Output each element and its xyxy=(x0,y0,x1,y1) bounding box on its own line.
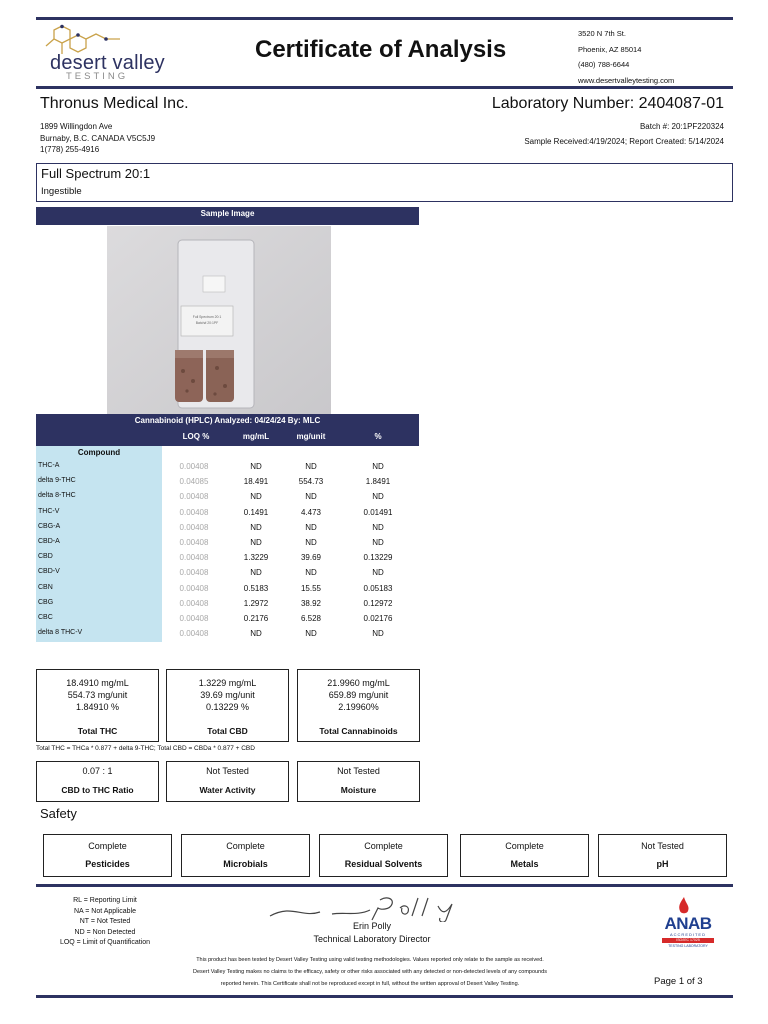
address-website[interactable]: www.desertvalleytesting.com xyxy=(578,76,675,85)
loq-value: 0.00408 xyxy=(179,538,209,547)
compound-name: delta 9-THC xyxy=(38,477,76,485)
bottom-rule xyxy=(36,995,733,998)
compound-name: CBD xyxy=(38,553,53,561)
metric-label: Moisture xyxy=(340,785,377,795)
compound-name: CBN xyxy=(38,583,53,591)
signer-name: Erin Polly xyxy=(352,921,391,931)
mgml-value: ND xyxy=(250,492,262,502)
loq-value: 0.00408 xyxy=(179,614,209,623)
compound-header: Compound xyxy=(77,448,121,457)
footer-rule xyxy=(36,884,733,887)
percent-value: ND xyxy=(372,568,384,578)
compound-name: delta 8-THC xyxy=(38,492,76,500)
sample-label-line2: Batch# 20:1PF xyxy=(195,321,219,325)
address-phone: (480) 788-6644 xyxy=(578,60,630,69)
mgunit-value: 554.73 xyxy=(298,477,324,487)
sample-label-line1: Full Spectrum 20:1 xyxy=(192,315,222,319)
safety-label: Residual Solvents xyxy=(344,859,423,869)
mgml-value: ND xyxy=(250,462,262,471)
total-label: Total CBD xyxy=(207,726,248,736)
safety-box xyxy=(319,834,448,877)
percent-value: ND xyxy=(372,629,384,639)
anab-accredited: ACCREDITED xyxy=(669,932,706,937)
percent-value: 0.05183 xyxy=(363,583,393,593)
percent-value: 0.12972 xyxy=(363,598,393,608)
metric-label: Water Activity xyxy=(199,785,256,795)
loq-value: 0.00408 xyxy=(179,583,209,593)
percent-value: ND xyxy=(372,492,384,502)
total-value: 554.73 mg/unit xyxy=(67,690,128,700)
anab-testing-lab: TESTING LABORATORY xyxy=(668,944,708,948)
disclaimer-line2: Desert Valley Testing makes no claims to the efficacy, safety or other risks associated with any detected or non-detected levels of any compounds xyxy=(193,969,547,975)
mgml-value: ND xyxy=(250,522,262,532)
total-value: 2.19960% xyxy=(338,702,379,712)
cannabinoid-method: Cannabinoid (HPLC) Analyzed: 04/24/24 By: MLC xyxy=(134,416,321,425)
metric-box xyxy=(297,761,420,802)
sample-photo xyxy=(107,226,331,414)
flame-icon xyxy=(674,896,694,916)
total-value: 0.13229 % xyxy=(205,702,250,712)
logo-subtitle: TESTING xyxy=(66,71,129,82)
mgml-value: 0.1491 xyxy=(243,507,269,517)
abbreviation-legend xyxy=(40,896,170,949)
compound-name: delta 8 THC-V xyxy=(38,629,83,637)
legend-na: NA = Not Applicable xyxy=(73,907,137,915)
safety-status: Complete xyxy=(505,841,544,851)
mgunit-value: ND xyxy=(305,568,317,578)
totals-formula: Total THC = THCa * 0.877 + delta 9-THC; Total CBD = CBDa * 0.877 + CBD xyxy=(36,745,255,752)
percent-value: ND xyxy=(372,522,384,532)
total-box xyxy=(166,669,289,742)
client-name: Thronus Medical Inc. xyxy=(40,95,189,112)
batch-number: Batch #: 20:1PF220324 xyxy=(639,122,724,131)
total-value: 18.4910 mg/mL xyxy=(66,678,129,688)
mgunit-value: 6.528 xyxy=(300,614,322,623)
legend-rl: RL = Reporting Limit xyxy=(73,897,137,904)
safety-status: Not Tested xyxy=(641,841,684,851)
mgunit-value: ND xyxy=(305,462,317,471)
safety-label: Pesticides xyxy=(85,859,130,869)
mgunit-value: 4.473 xyxy=(300,507,322,517)
client-address-line1: 1899 Willingdon Ave xyxy=(40,122,113,131)
mgunit-value: ND xyxy=(305,629,317,639)
metric-label: CBD to THC Ratio xyxy=(61,785,134,795)
loq-value: 0.00408 xyxy=(179,553,209,563)
metric-value: Not Tested xyxy=(337,766,380,776)
safety-status: Complete xyxy=(226,841,265,851)
col-percent: % xyxy=(374,432,382,441)
col-mgml: mg/mL xyxy=(242,432,270,441)
metric-box xyxy=(36,761,159,802)
loq-value: 0.00408 xyxy=(179,522,209,532)
mgml-value: ND xyxy=(250,538,262,547)
compound-name: CBD-A xyxy=(38,538,60,545)
compound-name: THC-V xyxy=(38,507,60,515)
compound-name: CBG-A xyxy=(38,522,61,530)
safety-box xyxy=(460,834,589,877)
top-rule xyxy=(36,17,733,20)
loq-value: 0.00408 xyxy=(179,629,209,639)
total-value: 1.3229 mg/mL xyxy=(198,678,257,688)
mgml-value: 0.2176 xyxy=(243,614,269,623)
logo-wordmark: desert valley xyxy=(50,52,165,74)
safety-status: Complete xyxy=(364,841,403,851)
client-address-line2: Burnaby, B.C. CANADA V5C5J9 xyxy=(40,134,156,143)
sample-bag-image xyxy=(107,226,331,414)
signer-title: Technical Laboratory Director xyxy=(313,934,431,944)
page-number: Page 1 of 3 xyxy=(654,976,703,987)
total-value: 39.69 mg/unit xyxy=(200,690,255,700)
loq-value: 0.00408 xyxy=(179,507,209,517)
sample-image-header: Sample Image xyxy=(36,207,419,225)
report-dates: Sample Received:4/19/2024; Report Created: 5/14/2024 xyxy=(524,137,724,146)
mgunit-value: 15.55 xyxy=(300,583,322,593)
metric-value: 0.07 : 1 xyxy=(82,766,113,776)
client-phone: 1(778) 255-4916 xyxy=(40,145,100,154)
header-rule xyxy=(36,86,733,89)
mgml-value: 18.491 xyxy=(243,477,269,487)
mgml-value: 0.5183 xyxy=(243,583,269,593)
safety-status: Complete xyxy=(88,841,127,851)
percent-value: 0.13229 xyxy=(363,553,393,563)
mgml-value: 1.3229 xyxy=(243,553,269,563)
mgunit-value: ND xyxy=(305,522,317,532)
mgml-value: 1.2972 xyxy=(243,598,269,608)
percent-value: 0.01491 xyxy=(363,507,393,517)
safety-label: Microbials xyxy=(223,859,268,869)
legend-nd: ND = Non Detected xyxy=(74,928,136,936)
compound-name: CBG xyxy=(38,598,54,606)
cannabinoid-table-header xyxy=(36,414,419,446)
disclaimer-line3: reported herein. This Certificate shall not be reproduced except in full, without the written approval of Desert Valley Testing. xyxy=(220,981,520,987)
loq-value: 0.00408 xyxy=(179,492,209,502)
mgunit-value: 38.92 xyxy=(300,598,322,608)
safety-title: Safety xyxy=(40,806,77,821)
safety-label: pH xyxy=(656,859,669,869)
total-value: 659.89 mg/unit xyxy=(328,690,389,700)
mgunit-value: ND xyxy=(305,492,317,502)
loq-value: 0.00408 xyxy=(179,462,209,471)
legend-nt: NT = Not Tested xyxy=(79,918,131,925)
total-label: Total THC xyxy=(77,726,118,736)
compound-name: THC-A xyxy=(38,462,60,469)
total-value: 1.84910 % xyxy=(75,702,120,712)
safety-label: Metals xyxy=(510,859,539,869)
address-city: Phoenix, AZ 85014 xyxy=(578,45,642,54)
percent-value: ND xyxy=(372,462,384,471)
total-label: Total Cannabinoids xyxy=(319,726,398,736)
percent-value: ND xyxy=(372,538,384,547)
loq-value: 0.00408 xyxy=(179,568,209,578)
product-name: Full Spectrum 20:1 xyxy=(41,166,151,181)
metric-box xyxy=(166,761,289,802)
address-street: 3520 N 7th St. xyxy=(578,29,626,38)
mgunit-value: 39.69 xyxy=(300,553,322,563)
safety-box xyxy=(181,834,310,877)
compound-name: CBD-V xyxy=(38,568,60,576)
legend-loq: LOQ = Limit of Quantification xyxy=(59,939,151,946)
compound-name: CBC xyxy=(38,614,53,621)
percent-value: 1.8491 xyxy=(365,477,391,487)
safety-box xyxy=(598,834,727,877)
mgunit-value: ND xyxy=(305,538,317,547)
loq-value: 0.04085 xyxy=(179,477,209,487)
laboratory-number: Laboratory Number: 2404087-01 xyxy=(491,95,724,112)
signature-image xyxy=(262,894,482,922)
disclaimer-line1: This product has been tested by Desert Valley Testing using valid testing methodologies. Values reported only relate to the sample as received. xyxy=(196,957,544,963)
total-value: 21.9960 mg/mL xyxy=(327,678,390,688)
mgml-value: ND xyxy=(250,568,262,578)
anab-standard-band: ISO/IEC 17025 xyxy=(662,938,714,943)
mgml-value: ND xyxy=(250,629,262,639)
product-box xyxy=(36,163,733,202)
total-box xyxy=(297,669,420,742)
metric-value: Not Tested xyxy=(206,766,249,776)
total-box xyxy=(36,669,159,742)
safety-box xyxy=(43,834,172,877)
document-title: Certificate of Analysis xyxy=(255,36,507,63)
anab-wordmark: ANAB xyxy=(664,914,712,933)
col-mgunit: mg/unit xyxy=(296,432,326,441)
col-loq: LOQ % xyxy=(182,432,210,441)
product-type: Ingestible xyxy=(41,186,82,197)
loq-value: 0.00408 xyxy=(179,598,209,608)
percent-value: 0.02176 xyxy=(363,614,393,623)
